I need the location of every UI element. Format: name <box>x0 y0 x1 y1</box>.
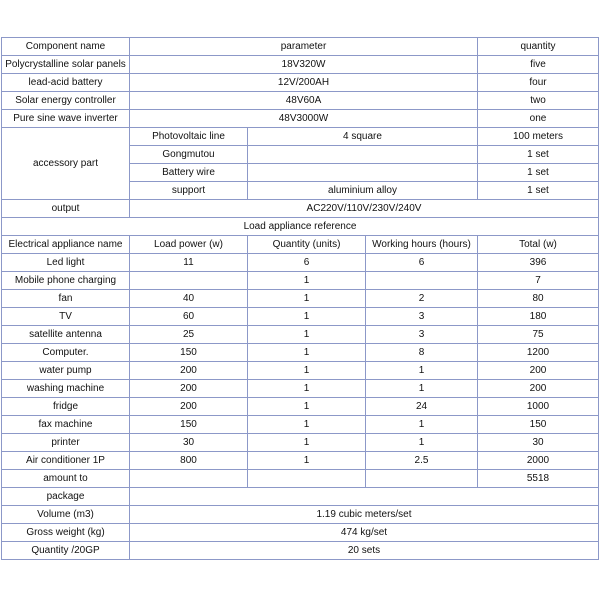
appliance-name: Led light <box>2 254 130 272</box>
appliance-power: 40 <box>130 290 248 308</box>
appliance-quantity: 1 <box>248 398 366 416</box>
output-value: AC220V/110V/230V/240V <box>130 200 599 218</box>
appliance-total: 200 <box>478 380 599 398</box>
package-label: Quantity /20GP <box>2 542 130 560</box>
appliance-row <box>2 416 599 434</box>
appliance-quantity: 1 <box>248 416 366 434</box>
appliance-total: 200 <box>478 362 599 380</box>
component-header-row <box>2 38 599 56</box>
appliance-total: 7 <box>478 272 599 290</box>
package-value: 20 sets <box>130 542 599 560</box>
appliance-total: 75 <box>478 326 599 344</box>
appliance-power: 25 <box>130 326 248 344</box>
appliance-name: Air conditioner 1P <box>2 452 130 470</box>
accessory-quantity: 1 set <box>478 164 599 182</box>
appliance-quantity: 1 <box>248 380 366 398</box>
appliance-row <box>2 452 599 470</box>
appliance-hours: 1 <box>366 362 478 380</box>
appliance-hours: 2.5 <box>366 452 478 470</box>
appliance-power: 11 <box>130 254 248 272</box>
accessory-name: Photovoltaic line <box>130 128 248 146</box>
accessory-quantity: 100 meters <box>478 128 599 146</box>
load-section-title: Load appliance reference <box>2 218 599 236</box>
appliance-total: 180 <box>478 308 599 326</box>
appliance-hours: 3 <box>366 308 478 326</box>
appliance-total: 1200 <box>478 344 599 362</box>
appliance-row <box>2 326 599 344</box>
appliance-hours: 3 <box>366 326 478 344</box>
component-parameter: 12V/200AH <box>130 74 478 92</box>
component-quantity: five <box>478 56 599 74</box>
parameter-header: parameter <box>130 38 478 56</box>
component-row <box>2 74 599 92</box>
package-label: Volume (m3) <box>2 506 130 524</box>
appliance-name: printer <box>2 434 130 452</box>
appliance-total: 396 <box>478 254 599 272</box>
appliance-hours: 1 <box>366 380 478 398</box>
appliance-power: 800 <box>130 452 248 470</box>
load-power-header: Load power (w) <box>130 236 248 254</box>
appliance-row <box>2 290 599 308</box>
appliance-hours: 6 <box>366 254 478 272</box>
quantity-units-header: Quantity (units) <box>248 236 366 254</box>
appliance-row <box>2 344 599 362</box>
appliance-hours: 8 <box>366 344 478 362</box>
appliance-hours <box>366 272 478 290</box>
accessory-row <box>2 128 599 146</box>
appliance-row <box>2 398 599 416</box>
output-row <box>2 200 599 218</box>
amount-blank <box>130 470 248 488</box>
appliance-power: 60 <box>130 308 248 326</box>
appliance-total: 150 <box>478 416 599 434</box>
appliance-name: washing machine <box>2 380 130 398</box>
component-row <box>2 110 599 128</box>
appliance-quantity: 1 <box>248 362 366 380</box>
package-row <box>2 542 599 560</box>
appliance-name: satellite antenna <box>2 326 130 344</box>
component-quantity: two <box>478 92 599 110</box>
accessory-parameter <box>248 164 478 182</box>
component-parameter: 48V3000W <box>130 110 478 128</box>
appliance-name: fridge <box>2 398 130 416</box>
package-value: 474 kg/set <box>130 524 599 542</box>
amount-label: amount to <box>2 470 130 488</box>
component-name: Pure sine wave inverter <box>2 110 130 128</box>
appliance-quantity: 6 <box>248 254 366 272</box>
component-name: lead-acid battery <box>2 74 130 92</box>
appliance-quantity: 1 <box>248 326 366 344</box>
component-parameter: 48V60A <box>130 92 478 110</box>
component-name: Solar energy controller <box>2 92 130 110</box>
accessory-name: Gongmutou <box>130 146 248 164</box>
appliance-total: 30 <box>478 434 599 452</box>
component-row <box>2 92 599 110</box>
accessory-name: support <box>130 182 248 200</box>
appliance-quantity: 1 <box>248 308 366 326</box>
appliance-hours: 1 <box>366 434 478 452</box>
appliance-name: Computer. <box>2 344 130 362</box>
package-value: 1.19 cubic meters/set <box>130 506 599 524</box>
appliance-power: 150 <box>130 344 248 362</box>
appliance-name: fax machine <box>2 416 130 434</box>
component-row <box>2 56 599 74</box>
appliance-quantity: 1 <box>248 434 366 452</box>
accessory-part-label: accessory part <box>2 128 130 200</box>
output-label: output <box>2 200 130 218</box>
solar-system-spec-table <box>1 37 599 560</box>
component-name-header: Component name <box>2 38 130 56</box>
amount-blank <box>248 470 366 488</box>
appliance-hours: 24 <box>366 398 478 416</box>
accessory-name: Battery wire <box>130 164 248 182</box>
appliance-total: 2000 <box>478 452 599 470</box>
appliance-quantity: 1 <box>248 344 366 362</box>
package-label: Gross weight (kg) <box>2 524 130 542</box>
appliance-total: 80 <box>478 290 599 308</box>
appliance-power: 200 <box>130 398 248 416</box>
accessory-parameter: aluminium alloy <box>248 182 478 200</box>
amount-row <box>2 470 599 488</box>
amount-blank <box>366 470 478 488</box>
appliance-name-header: Electrical appliance name <box>2 236 130 254</box>
package-row <box>2 524 599 542</box>
quantity-header: quantity <box>478 38 599 56</box>
appliance-row <box>2 362 599 380</box>
appliance-name: water pump <box>2 362 130 380</box>
appliance-row <box>2 308 599 326</box>
appliance-row <box>2 380 599 398</box>
appliance-power: 30 <box>130 434 248 452</box>
appliance-name: Mobile phone charging <box>2 272 130 290</box>
amount-total: 5518 <box>478 470 599 488</box>
appliance-power: 150 <box>130 416 248 434</box>
working-hours-header: Working hours (hours) <box>366 236 478 254</box>
appliance-total: 1000 <box>478 398 599 416</box>
appliance-quantity: 1 <box>248 272 366 290</box>
appliance-hours: 2 <box>366 290 478 308</box>
accessory-parameter: 4 square <box>248 128 478 146</box>
accessory-quantity: 1 set <box>478 182 599 200</box>
load-header-row <box>2 236 599 254</box>
accessory-parameter <box>248 146 478 164</box>
package-row <box>2 506 599 524</box>
package-section-blank <box>130 488 599 506</box>
load-section-row <box>2 218 599 236</box>
appliance-quantity: 1 <box>248 290 366 308</box>
component-quantity: one <box>478 110 599 128</box>
component-quantity: four <box>478 74 599 92</box>
component-parameter: 18V320W <box>130 56 478 74</box>
total-header: Total (w) <box>478 236 599 254</box>
accessory-quantity: 1 set <box>478 146 599 164</box>
appliance-name: TV <box>2 308 130 326</box>
appliance-name: fan <box>2 290 130 308</box>
appliance-power: 200 <box>130 362 248 380</box>
appliance-row <box>2 254 599 272</box>
appliance-power: 200 <box>130 380 248 398</box>
appliance-hours: 1 <box>366 416 478 434</box>
package-section-title: package <box>2 488 130 506</box>
appliance-row <box>2 434 599 452</box>
appliance-row <box>2 272 599 290</box>
appliance-power <box>130 272 248 290</box>
appliance-quantity: 1 <box>248 452 366 470</box>
component-name: Polycrystalline solar panels <box>2 56 130 74</box>
package-section-row <box>2 488 599 506</box>
